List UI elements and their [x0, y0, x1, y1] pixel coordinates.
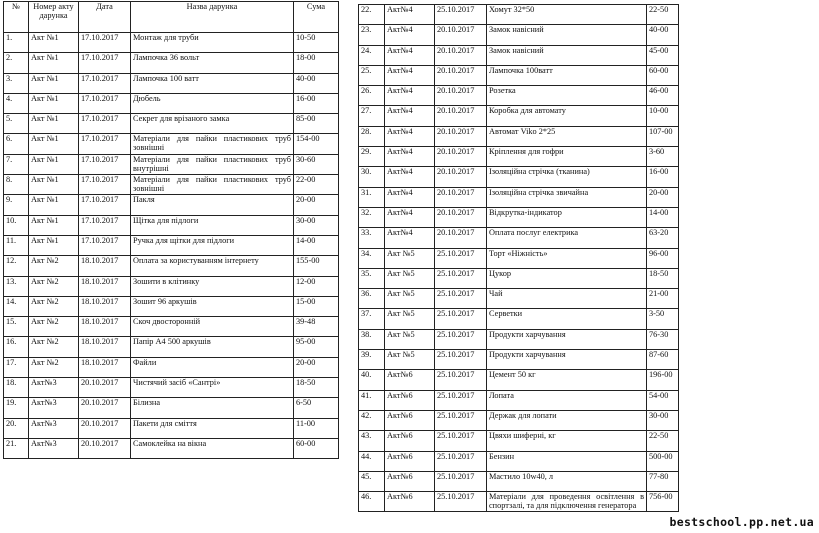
sum-cell: 96-00	[647, 248, 679, 268]
table-row	[4, 296, 339, 316]
gifts-table-right	[358, 4, 679, 512]
sum-cell: 22-50	[647, 5, 679, 25]
date-cell: 25.10.2017	[435, 451, 487, 471]
act-number-cell: Акт №2	[29, 276, 79, 296]
act-number-cell: Акт№4	[385, 45, 435, 65]
sum-cell: 16-00	[294, 93, 339, 113]
row-number-cell: 5.	[4, 114, 29, 134]
gift-name-cell: Цукор	[487, 268, 647, 288]
gift-name-cell: Самоклейка на вікна	[131, 438, 294, 458]
row-number-cell: 8.	[4, 175, 29, 195]
row-number-cell: 35.	[359, 268, 385, 288]
table-row	[4, 175, 339, 195]
sum-cell: 15-00	[294, 296, 339, 316]
sum-cell: 85-00	[294, 114, 339, 134]
table-row	[4, 438, 339, 458]
gift-name-cell: Хомут 32*50	[487, 5, 647, 25]
row-number-cell: 15.	[4, 317, 29, 337]
act-number-cell: Акт №5	[385, 329, 435, 349]
row-number-cell: 26.	[359, 86, 385, 106]
table-row	[4, 73, 339, 93]
sum-cell: 18-00	[294, 53, 339, 73]
row-number-cell: 38.	[359, 329, 385, 349]
act-number-cell: Акт№3	[29, 418, 79, 438]
act-number-cell: Акт №1	[29, 215, 79, 235]
date-cell: 18.10.2017	[79, 296, 131, 316]
gift-name-cell: Відкрутка-індикатор	[487, 207, 647, 227]
gifts-table-left	[3, 1, 339, 459]
date-cell: 20.10.2017	[435, 187, 487, 207]
date-cell: 17.10.2017	[79, 215, 131, 235]
table-row	[4, 195, 339, 215]
row-number-cell: 17.	[4, 357, 29, 377]
date-cell: 25.10.2017	[435, 471, 487, 491]
sum-cell: 500-00	[647, 451, 679, 471]
row-number-cell: 23.	[359, 25, 385, 45]
table-row	[4, 154, 339, 174]
sum-cell: 11-00	[294, 418, 339, 438]
table-row	[4, 33, 339, 53]
gift-name-cell: Чистячий засіб «Сантрі»	[131, 378, 294, 398]
date-cell: 17.10.2017	[79, 154, 131, 174]
table-row	[4, 357, 339, 377]
row-number-cell: 1.	[4, 33, 29, 53]
gift-name-cell: Дюбель	[131, 93, 294, 113]
gift-name-cell: Папір А4 500 аркушів	[131, 337, 294, 357]
act-number-cell: Акт №5	[385, 268, 435, 288]
sum-cell: 40-00	[647, 25, 679, 45]
sum-cell: 20-00	[294, 195, 339, 215]
header-number: №	[4, 2, 29, 33]
act-number-cell: Акт №1	[29, 33, 79, 53]
sum-cell: 3-60	[647, 147, 679, 167]
table-row	[359, 106, 679, 126]
act-number-cell: Акт№6	[385, 492, 435, 512]
row-number-cell: 41.	[359, 390, 385, 410]
sum-cell: 18-50	[294, 378, 339, 398]
row-number-cell: 31.	[359, 187, 385, 207]
act-number-cell: Акт №5	[385, 350, 435, 370]
date-cell: 20.10.2017	[435, 25, 487, 45]
row-number-cell: 30.	[359, 167, 385, 187]
date-cell: 25.10.2017	[435, 289, 487, 309]
sum-cell: 63-20	[647, 228, 679, 248]
row-number-cell: 22.	[359, 5, 385, 25]
sum-cell: 30-60	[294, 154, 339, 174]
gift-name-cell: Автомат Viko 2*25	[487, 126, 647, 146]
gift-name-cell: Зошит 96 аркушів	[131, 296, 294, 316]
sum-cell: 60-00	[294, 438, 339, 458]
act-number-cell: Акт№3	[29, 378, 79, 398]
gift-name-cell: Торт «Ніжність»	[487, 248, 647, 268]
row-number-cell: 42.	[359, 410, 385, 430]
table-row	[4, 53, 339, 73]
row-number-cell: 40.	[359, 370, 385, 390]
act-number-cell: Акт №5	[385, 289, 435, 309]
row-number-cell: 43.	[359, 431, 385, 451]
table-row	[4, 398, 339, 418]
gift-name-cell: Цемент 50 кг	[487, 370, 647, 390]
date-cell: 20.10.2017	[79, 398, 131, 418]
row-number-cell: 46.	[359, 492, 385, 512]
gift-name-cell: Скоч двосторонній	[131, 317, 294, 337]
gift-name-cell: Замок навісний	[487, 45, 647, 65]
date-cell: 25.10.2017	[435, 410, 487, 430]
date-cell: 17.10.2017	[79, 195, 131, 215]
act-number-cell: Акт №1	[29, 73, 79, 93]
date-cell: 17.10.2017	[79, 53, 131, 73]
row-number-cell: 18.	[4, 378, 29, 398]
gift-name-cell: Пакети для сміття	[131, 418, 294, 438]
date-cell: 25.10.2017	[435, 390, 487, 410]
date-cell: 25.10.2017	[435, 350, 487, 370]
sum-cell: 14-00	[294, 235, 339, 255]
sum-cell: 22-00	[294, 175, 339, 195]
sum-cell: 14-00	[647, 207, 679, 227]
sum-cell: 18-50	[647, 268, 679, 288]
table-row	[4, 337, 339, 357]
act-number-cell: Акт№4	[385, 86, 435, 106]
gift-name-cell: Бензин	[487, 451, 647, 471]
date-cell: 18.10.2017	[79, 256, 131, 276]
table-row	[359, 228, 679, 248]
act-number-cell: Акт№6	[385, 471, 435, 491]
date-cell: 18.10.2017	[79, 357, 131, 377]
row-number-cell: 45.	[359, 471, 385, 491]
gift-name-cell: Серветки	[487, 309, 647, 329]
sum-cell: 154-00	[294, 134, 339, 154]
date-cell: 17.10.2017	[79, 235, 131, 255]
date-cell: 25.10.2017	[435, 492, 487, 512]
act-number-cell: Акт№4	[385, 126, 435, 146]
act-number-cell: Акт№4	[385, 167, 435, 187]
table-row	[359, 309, 679, 329]
act-number-cell: Акт №1	[29, 93, 79, 113]
date-cell: 20.10.2017	[435, 228, 487, 248]
act-number-cell: Акт№6	[385, 370, 435, 390]
row-number-cell: 25.	[359, 65, 385, 85]
row-number-cell: 6.	[4, 134, 29, 154]
row-number-cell: 4.	[4, 93, 29, 113]
act-number-cell: Акт №2	[29, 296, 79, 316]
sum-cell: 12-00	[294, 276, 339, 296]
row-number-cell: 29.	[359, 147, 385, 167]
table-row	[4, 215, 339, 235]
gift-name-cell: Мастило 10w40, л	[487, 471, 647, 491]
gift-name-cell: Лампочка 36 вольт	[131, 53, 294, 73]
act-number-cell: Акт №1	[29, 195, 79, 215]
sum-cell: 54-00	[647, 390, 679, 410]
header-sum: Сума	[294, 2, 339, 33]
date-cell: 25.10.2017	[435, 309, 487, 329]
gift-name-cell: Держак для лопати	[487, 410, 647, 430]
sum-cell: 77-80	[647, 471, 679, 491]
sum-cell: 30-00	[294, 215, 339, 235]
row-number-cell: 32.	[359, 207, 385, 227]
date-cell: 17.10.2017	[79, 175, 131, 195]
gift-name-cell: Оплата за користуванням інтернету	[131, 256, 294, 276]
gift-name-cell: Пакля	[131, 195, 294, 215]
gift-name-cell: Продукти харчування	[487, 350, 647, 370]
gift-name-cell: Розетка	[487, 86, 647, 106]
row-number-cell: 2.	[4, 53, 29, 73]
gift-name-cell: Кріплення для гофри	[487, 147, 647, 167]
date-cell: 20.10.2017	[435, 45, 487, 65]
sum-cell: 22-50	[647, 431, 679, 451]
gift-name-cell: Продукти харчування	[487, 329, 647, 349]
row-number-cell: 28.	[359, 126, 385, 146]
table-row	[4, 93, 339, 113]
table-row	[359, 167, 679, 187]
act-number-cell: Акт№4	[385, 187, 435, 207]
row-number-cell: 14.	[4, 296, 29, 316]
date-cell: 25.10.2017	[435, 431, 487, 451]
date-cell: 20.10.2017	[79, 418, 131, 438]
row-number-cell: 16.	[4, 337, 29, 357]
table-row	[359, 126, 679, 146]
row-number-cell: 37.	[359, 309, 385, 329]
act-number-cell: Акт№4	[385, 5, 435, 25]
sum-cell: 107-00	[647, 126, 679, 146]
act-number-cell: Акт №1	[29, 154, 79, 174]
gift-name-cell: Ізоляційна стрічка (тканина)	[487, 167, 647, 187]
date-cell: 17.10.2017	[79, 73, 131, 93]
table-row	[359, 248, 679, 268]
sum-cell: 76-30	[647, 329, 679, 349]
row-number-cell: 27.	[359, 106, 385, 126]
sum-cell: 30-00	[647, 410, 679, 430]
row-number-cell: 11.	[4, 235, 29, 255]
date-cell: 25.10.2017	[435, 329, 487, 349]
date-cell: 20.10.2017	[435, 126, 487, 146]
gift-name-cell: Замок навісний	[487, 25, 647, 45]
date-cell: 20.10.2017	[435, 167, 487, 187]
gift-name-cell: Матеріали для пайки пластикових труб внутрішні	[131, 154, 294, 174]
act-number-cell: Акт№4	[385, 25, 435, 45]
act-number-cell: Акт №1	[29, 114, 79, 134]
date-cell: 20.10.2017	[435, 86, 487, 106]
act-number-cell: Акт №1	[29, 53, 79, 73]
table-row	[359, 5, 679, 25]
gift-name-cell: Матеріали для пайки пластикових труб зовнішні	[131, 134, 294, 154]
gift-name-cell: Лампочка 100ватт	[487, 65, 647, 85]
act-number-cell: Акт №5	[385, 309, 435, 329]
table-row	[359, 492, 679, 512]
sum-cell: 756-00	[647, 492, 679, 512]
row-number-cell: 7.	[4, 154, 29, 174]
act-number-cell: Акт№6	[385, 410, 435, 430]
date-cell: 25.10.2017	[435, 248, 487, 268]
date-cell: 25.10.2017	[435, 268, 487, 288]
act-number-cell: Акт №2	[29, 337, 79, 357]
sum-cell: 20-00	[294, 357, 339, 377]
gift-name-cell: Оплата послуг електрика	[487, 228, 647, 248]
table-row	[359, 329, 679, 349]
date-cell: 17.10.2017	[79, 93, 131, 113]
gift-name-cell: Зошити в клітинку	[131, 276, 294, 296]
act-number-cell: Акт №1	[29, 235, 79, 255]
act-number-cell: Акт№4	[385, 207, 435, 227]
gift-name-cell: Лампочка 100 ватт	[131, 73, 294, 93]
row-number-cell: 12.	[4, 256, 29, 276]
table-row	[4, 378, 339, 398]
row-number-cell: 36.	[359, 289, 385, 309]
act-number-cell: Акт№3	[29, 438, 79, 458]
date-cell: 17.10.2017	[79, 33, 131, 53]
gift-name-cell: Секрет для врізаного замка	[131, 114, 294, 134]
date-cell: 20.10.2017	[79, 378, 131, 398]
row-number-cell: 39.	[359, 350, 385, 370]
act-number-cell: Акт№4	[385, 106, 435, 126]
gift-name-cell: Ізоляційна стрічка звичайна	[487, 187, 647, 207]
date-cell: 20.10.2017	[435, 65, 487, 85]
date-cell: 20.10.2017	[435, 207, 487, 227]
act-number-cell: Акт№4	[385, 147, 435, 167]
date-cell: 17.10.2017	[79, 114, 131, 134]
act-number-cell: Акт№4	[385, 228, 435, 248]
table-row	[359, 86, 679, 106]
act-number-cell: Акт №2	[29, 256, 79, 276]
header-gift-name: Назва дарунка	[131, 2, 294, 33]
table-row	[359, 147, 679, 167]
gift-name-cell: Матеріали для пайки пластикових труб зовнішні	[131, 175, 294, 195]
table-row	[359, 207, 679, 227]
gift-name-cell: Білизна	[131, 398, 294, 418]
sum-cell: 95-00	[294, 337, 339, 357]
table-row	[4, 418, 339, 438]
act-number-cell: Акт №5	[385, 248, 435, 268]
table-row	[359, 45, 679, 65]
table-row	[359, 390, 679, 410]
sum-cell: 87-60	[647, 350, 679, 370]
row-number-cell: 21.	[4, 438, 29, 458]
table-row	[359, 187, 679, 207]
gift-name-cell: Файли	[131, 357, 294, 377]
table-row	[4, 134, 339, 154]
row-number-cell: 19.	[4, 398, 29, 418]
table-row	[359, 451, 679, 471]
date-cell: 25.10.2017	[435, 370, 487, 390]
table-row	[359, 431, 679, 451]
site-watermark: bestschool.pp.net.ua	[669, 515, 814, 529]
act-number-cell: Акт№6	[385, 451, 435, 471]
sum-cell: 21-00	[647, 289, 679, 309]
table-row	[359, 471, 679, 491]
header-act-number: Номер акту дарунка	[29, 2, 79, 33]
sum-cell: 60-00	[647, 65, 679, 85]
row-number-cell: 33.	[359, 228, 385, 248]
table-row	[359, 65, 679, 85]
sum-cell: 20-00	[647, 187, 679, 207]
gift-name-cell: Ручка для щітки для підлоги	[131, 235, 294, 255]
date-cell: 20.10.2017	[435, 147, 487, 167]
row-number-cell: 9.	[4, 195, 29, 215]
gift-name-cell: Цвяхи шиферні, кг	[487, 431, 647, 451]
act-number-cell: Акт №1	[29, 175, 79, 195]
table-row	[4, 256, 339, 276]
act-number-cell: Акт№6	[385, 431, 435, 451]
table-row	[359, 289, 679, 309]
act-number-cell: Акт №2	[29, 357, 79, 377]
header-date: Дата	[79, 2, 131, 33]
date-cell: 20.10.2017	[435, 106, 487, 126]
date-cell: 18.10.2017	[79, 317, 131, 337]
row-number-cell: 3.	[4, 73, 29, 93]
gift-name-cell: Лопата	[487, 390, 647, 410]
table-row	[359, 25, 679, 45]
sum-cell: 155-00	[294, 256, 339, 276]
date-cell: 18.10.2017	[79, 337, 131, 357]
row-number-cell: 20.	[4, 418, 29, 438]
gift-name-cell: Чай	[487, 289, 647, 309]
sum-cell: 45-00	[647, 45, 679, 65]
table-row	[4, 276, 339, 296]
table-header-row	[4, 2, 339, 33]
act-number-cell: Акт№3	[29, 398, 79, 418]
gift-name-cell: Монтаж для труби	[131, 33, 294, 53]
sum-cell: 6-50	[294, 398, 339, 418]
sum-cell: 3-50	[647, 309, 679, 329]
table-row	[359, 350, 679, 370]
gift-name-cell: Щітка для підлоги	[131, 215, 294, 235]
sum-cell: 10-00	[647, 106, 679, 126]
table-row	[4, 317, 339, 337]
sum-cell: 196-00	[647, 370, 679, 390]
sum-cell: 16-00	[647, 167, 679, 187]
date-cell: 25.10.2017	[435, 5, 487, 25]
sum-cell: 39-48	[294, 317, 339, 337]
row-number-cell: 44.	[359, 451, 385, 471]
act-number-cell: Акт№6	[385, 390, 435, 410]
row-number-cell: 13.	[4, 276, 29, 296]
table-row	[359, 410, 679, 430]
gift-name-cell: Коробка для автомату	[487, 106, 647, 126]
table-row	[359, 370, 679, 390]
date-cell: 17.10.2017	[79, 134, 131, 154]
act-number-cell: Акт№4	[385, 65, 435, 85]
act-number-cell: Акт №2	[29, 317, 79, 337]
row-number-cell: 10.	[4, 215, 29, 235]
gift-name-cell: Матеріали для проведення освітлення в спортзалі, та для підключення генератора	[487, 492, 647, 512]
table-row	[4, 114, 339, 134]
date-cell: 20.10.2017	[79, 438, 131, 458]
row-number-cell: 34.	[359, 248, 385, 268]
sum-cell: 46-00	[647, 86, 679, 106]
sum-cell: 10-50	[294, 33, 339, 53]
table-row	[359, 268, 679, 288]
sum-cell: 40-00	[294, 73, 339, 93]
act-number-cell: Акт №1	[29, 134, 79, 154]
row-number-cell: 24.	[359, 45, 385, 65]
date-cell: 18.10.2017	[79, 276, 131, 296]
table-row	[4, 235, 339, 255]
